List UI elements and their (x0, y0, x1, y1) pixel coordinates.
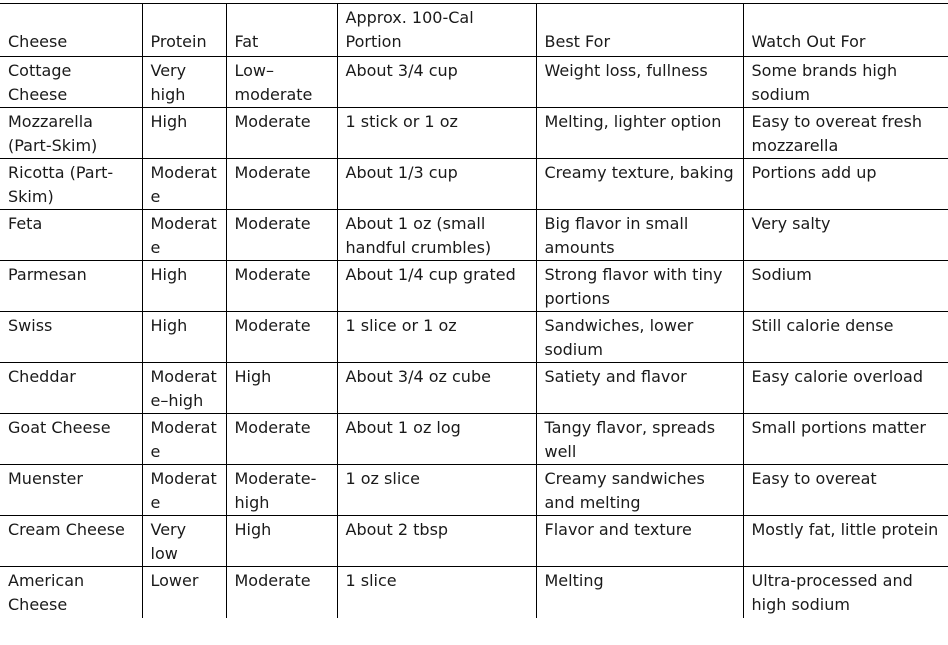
cell-watch-out-for: Some brands high sodium (743, 57, 948, 108)
cell-fat: High (226, 516, 337, 567)
table-row (0, 57, 948, 108)
cell-fat: Moderate (226, 567, 337, 618)
header-best-for: Best For (536, 4, 743, 57)
table-header (0, 4, 948, 57)
cell-portion: About 3/4 cup (337, 57, 536, 108)
header-protein: Protein (142, 4, 226, 57)
cell-portion: 1 slice or 1 oz (337, 312, 536, 363)
table-row (0, 363, 948, 414)
cell-cheese: Mozzarella (Part-Skim) (0, 108, 142, 159)
cell-portion: About 3/4 oz cube (337, 363, 536, 414)
cell-watch-out-for: Still calorie dense (743, 312, 948, 363)
cell-watch-out-for: Sodium (743, 261, 948, 312)
cell-cheese: Muenster (0, 465, 142, 516)
cell-protein: High (142, 261, 226, 312)
cell-protein: Very low (142, 516, 226, 567)
cell-fat: Low–moderate (226, 57, 337, 108)
cheese-comparison-table (0, 3, 948, 618)
table-row (0, 516, 948, 567)
cell-cheese: Cottage Cheese (0, 57, 142, 108)
cell-watch-out-for: Very salty (743, 210, 948, 261)
cell-protein: Lower (142, 567, 226, 618)
header-fat: Fat (226, 4, 337, 57)
cell-watch-out-for: Easy to overeat (743, 465, 948, 516)
cell-fat: Moderate-high (226, 465, 337, 516)
cell-protein: High (142, 312, 226, 363)
cell-best-for: Weight loss, fullness (536, 57, 743, 108)
cell-best-for: Melting, lighter option (536, 108, 743, 159)
cell-portion: About 1/3 cup (337, 159, 536, 210)
cell-fat: Moderate (226, 312, 337, 363)
cell-portion: About 1/4 cup grated (337, 261, 536, 312)
cell-watch-out-for: Small portions matter (743, 414, 948, 465)
cell-cheese: Cheddar (0, 363, 142, 414)
cell-cheese: Swiss (0, 312, 142, 363)
table-row (0, 567, 948, 618)
cell-best-for: Sandwiches, lower sodium (536, 312, 743, 363)
table-row (0, 312, 948, 363)
cell-best-for: Melting (536, 567, 743, 618)
cell-fat: Moderate (226, 261, 337, 312)
cell-portion: 1 oz slice (337, 465, 536, 516)
cell-best-for: Satiety and flavor (536, 363, 743, 414)
cell-fat: Moderate (226, 210, 337, 261)
cell-cheese: Parmesan (0, 261, 142, 312)
cell-cheese: Cream Cheese (0, 516, 142, 567)
cell-protein: Moderate (142, 159, 226, 210)
table-row (0, 108, 948, 159)
cell-fat: High (226, 363, 337, 414)
cell-watch-out-for: Easy to overeat fresh mozzarella (743, 108, 948, 159)
cell-fat: Moderate (226, 414, 337, 465)
cell-cheese: Ricotta (Part-Skim) (0, 159, 142, 210)
cell-fat: Moderate (226, 159, 337, 210)
header-row (0, 4, 948, 57)
cell-protein: Moderate (142, 465, 226, 516)
cell-portion: About 2 tbsp (337, 516, 536, 567)
cell-cheese: Feta (0, 210, 142, 261)
cell-protein: Moderate (142, 414, 226, 465)
cell-best-for: Creamy texture, baking (536, 159, 743, 210)
cell-portion: About 1 oz log (337, 414, 536, 465)
cell-cheese: Goat Cheese (0, 414, 142, 465)
table-body (0, 57, 948, 618)
header-cheese: Cheese (0, 4, 142, 57)
cell-watch-out-for: Mostly fat, little protein (743, 516, 948, 567)
cell-protein: High (142, 108, 226, 159)
cell-watch-out-for: Portions add up (743, 159, 948, 210)
table-row (0, 261, 948, 312)
cell-watch-out-for: Ultra-processed and high sodium (743, 567, 948, 618)
cell-best-for: Creamy sandwiches and melting (536, 465, 743, 516)
header-watch-out-for: Watch Out For (743, 4, 948, 57)
cell-best-for: Tangy flavor, spreads well (536, 414, 743, 465)
cell-protein: Moderate–high (142, 363, 226, 414)
cell-cheese: American Cheese (0, 567, 142, 618)
cell-portion: 1 slice (337, 567, 536, 618)
cell-fat: Moderate (226, 108, 337, 159)
table-row (0, 465, 948, 516)
cell-portion: 1 stick or 1 oz (337, 108, 536, 159)
cell-best-for: Strong flavor with tiny portions (536, 261, 743, 312)
cell-protein: Moderate (142, 210, 226, 261)
table-row (0, 159, 948, 210)
table-row (0, 210, 948, 261)
cell-best-for: Flavor and texture (536, 516, 743, 567)
cell-watch-out-for: Easy calorie overload (743, 363, 948, 414)
cell-portion: About 1 oz (small handful crumbles) (337, 210, 536, 261)
table-row (0, 414, 948, 465)
cell-best-for: Big flavor in small amounts (536, 210, 743, 261)
header-portion: Approx. 100-Cal Portion (337, 4, 536, 57)
cell-protein: Very high (142, 57, 226, 108)
